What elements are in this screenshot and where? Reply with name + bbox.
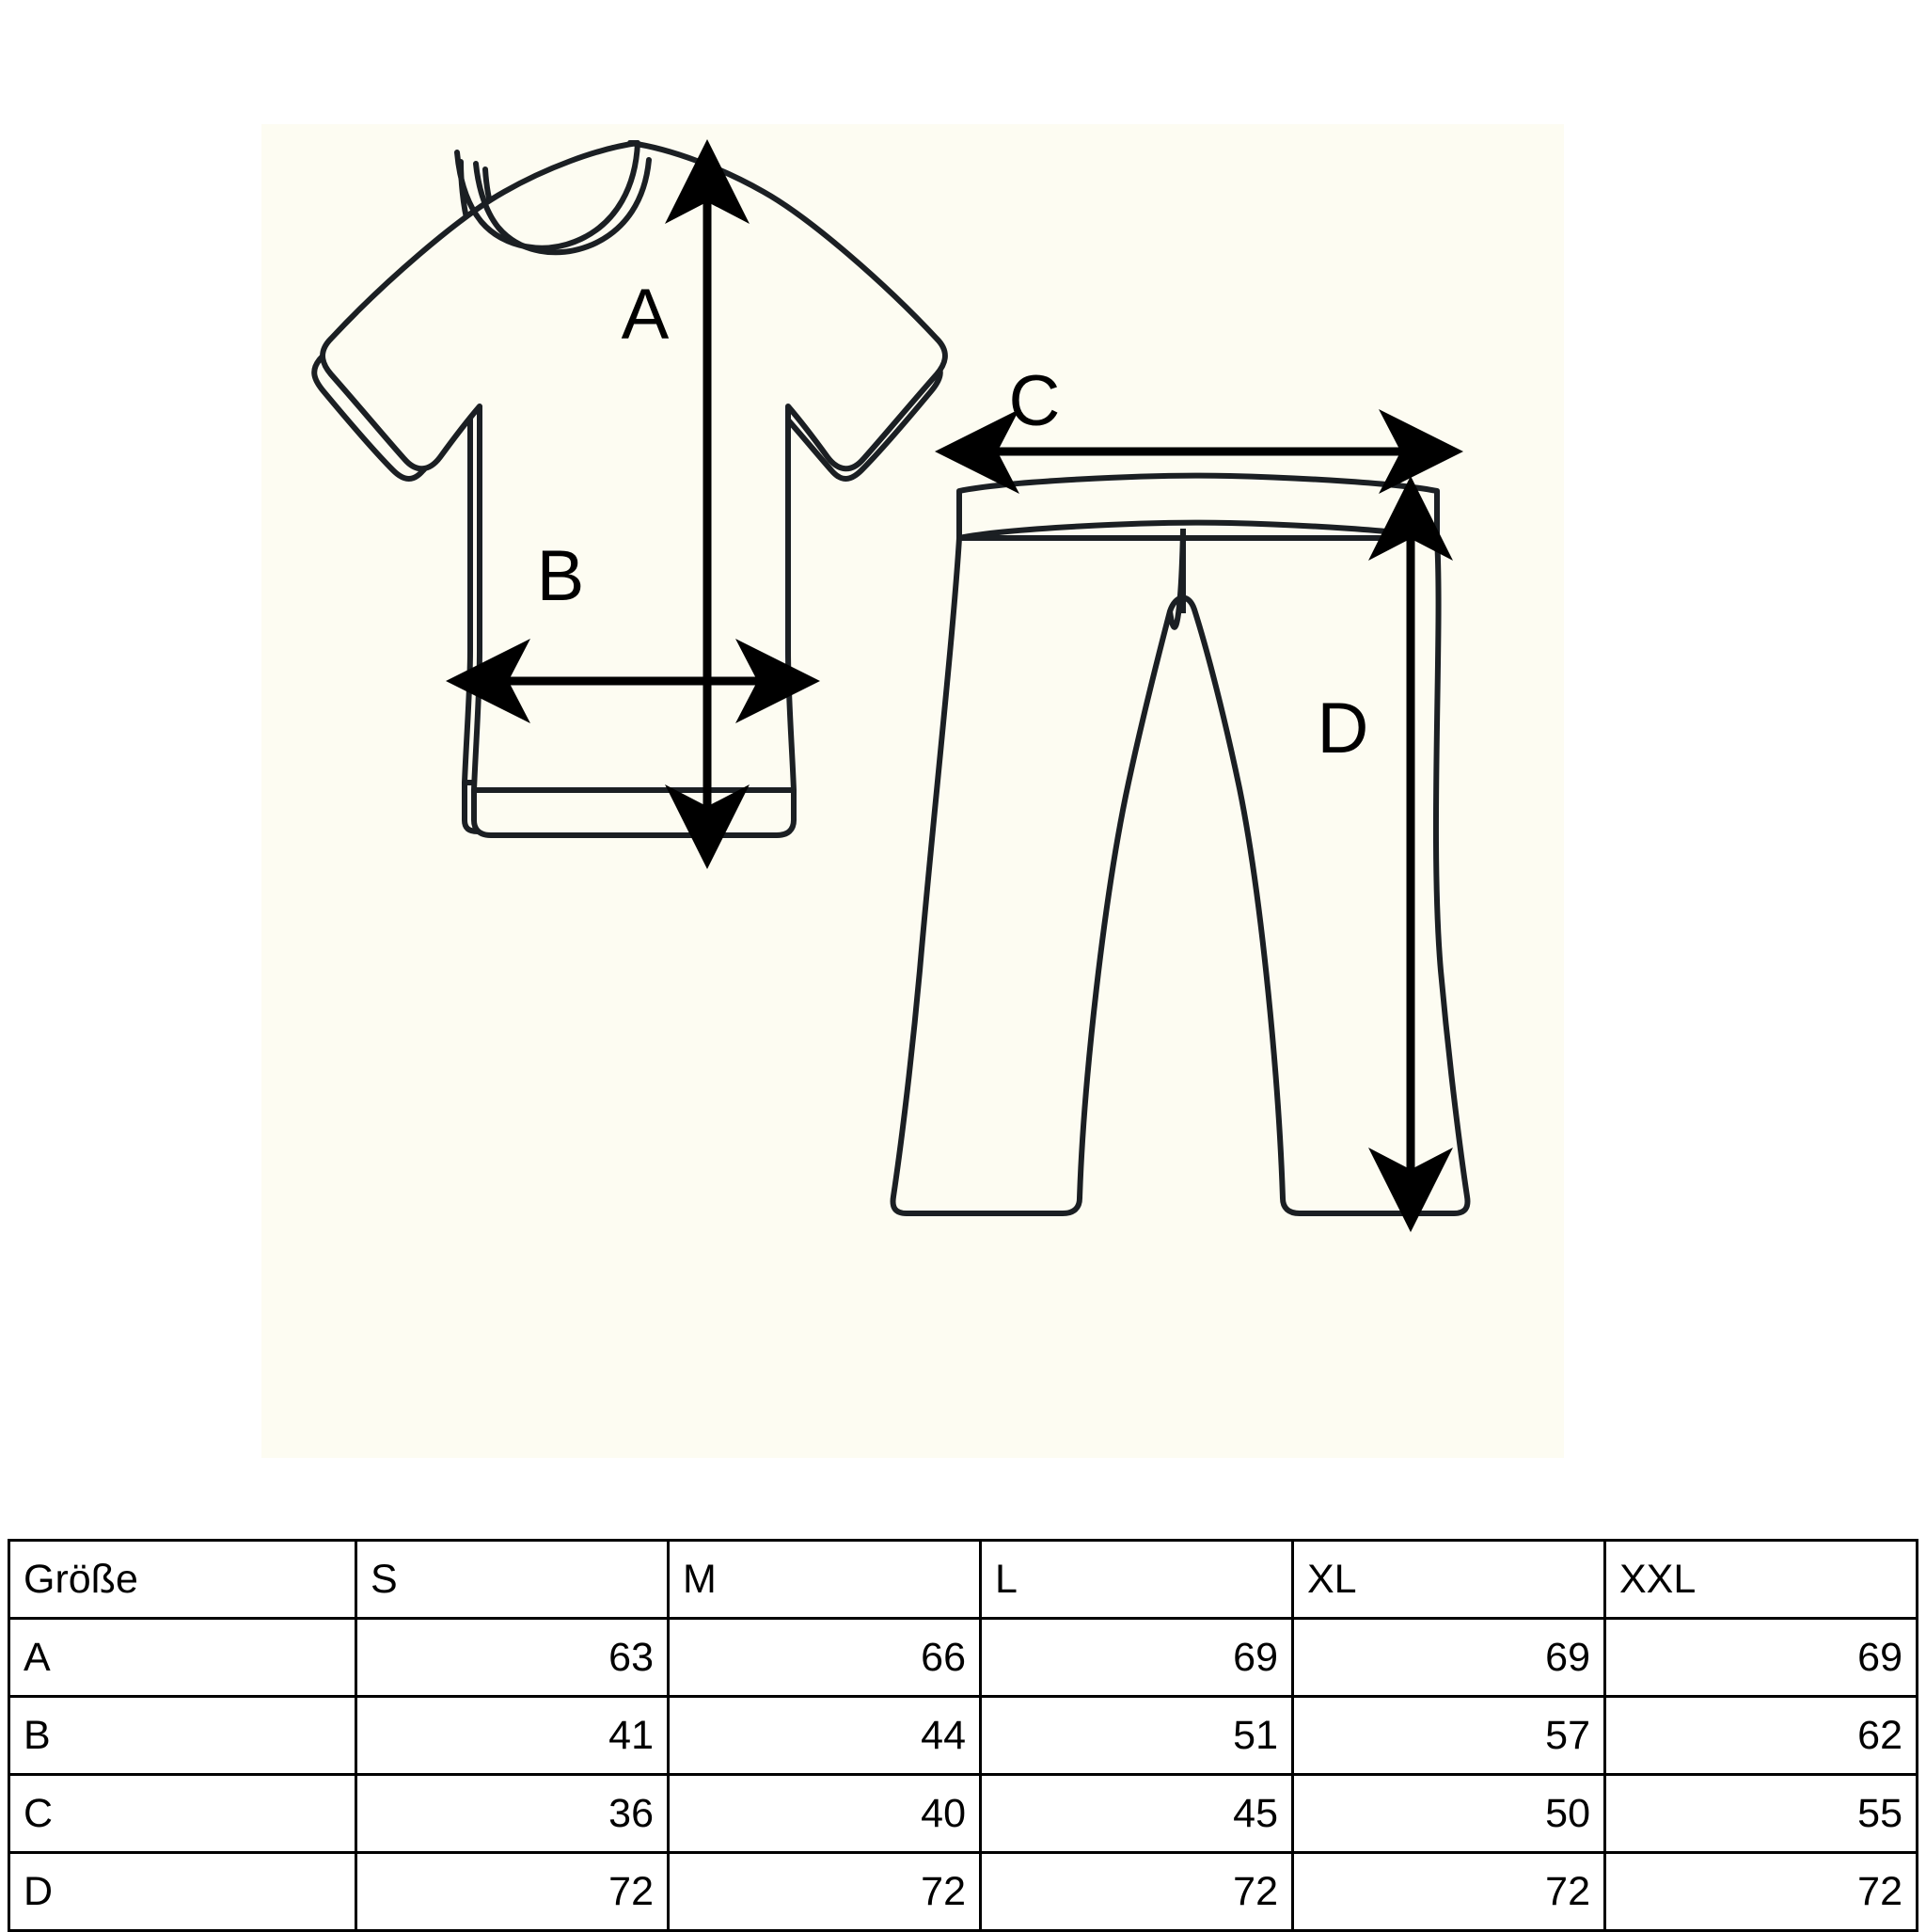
cell-a-xxl: 69 — [1605, 1619, 1918, 1697]
dimension-label-d: D — [1317, 689, 1369, 768]
table-header-row — [9, 1541, 1918, 1619]
garment-illustration-panel — [261, 124, 1564, 1458]
cell-d-m: 72 — [669, 1853, 981, 1931]
cell-b-xl: 57 — [1293, 1697, 1605, 1775]
row-label-a: A — [9, 1619, 356, 1697]
cell-b-l: 51 — [981, 1697, 1293, 1775]
size-table — [8, 1539, 1918, 1932]
cell-c-xxl: 55 — [1605, 1775, 1918, 1853]
header-cell-l: L — [981, 1541, 1293, 1619]
cell-c-s: 36 — [356, 1775, 669, 1853]
table-row — [9, 1853, 1918, 1931]
header-cell-xxl: XXL — [1605, 1541, 1918, 1619]
cell-d-l: 72 — [981, 1853, 1293, 1931]
header-cell-size: Größe — [9, 1541, 356, 1619]
cell-c-m: 40 — [669, 1775, 981, 1853]
cell-a-s: 63 — [356, 1619, 669, 1697]
cell-d-xl: 72 — [1293, 1853, 1605, 1931]
cell-a-m: 66 — [669, 1619, 981, 1697]
cell-d-s: 72 — [356, 1853, 669, 1931]
dimension-label-a: A — [621, 275, 670, 355]
dimension-label-c: C — [1008, 361, 1061, 441]
garment-diagram-svg — [261, 124, 1564, 1458]
row-label-b: B — [9, 1697, 356, 1775]
cell-b-s: 41 — [356, 1697, 669, 1775]
cell-a-l: 69 — [981, 1619, 1293, 1697]
header-cell-s: S — [356, 1541, 669, 1619]
header-cell-xl: XL — [1293, 1541, 1605, 1619]
size-table-container — [8, 1539, 1918, 1932]
cell-d-xxl: 72 — [1605, 1853, 1918, 1931]
header-cell-m: M — [669, 1541, 981, 1619]
dimension-label-b: B — [536, 536, 585, 616]
cell-b-m: 44 — [669, 1697, 981, 1775]
table-row — [9, 1619, 1918, 1697]
cell-a-xl: 69 — [1293, 1619, 1605, 1697]
cell-b-xxl: 62 — [1605, 1697, 1918, 1775]
cell-c-xl: 50 — [1293, 1775, 1605, 1853]
cell-c-l: 45 — [981, 1775, 1293, 1853]
row-label-d: D — [9, 1853, 356, 1931]
row-label-c: C — [9, 1775, 356, 1853]
table-row — [9, 1775, 1918, 1853]
table-row — [9, 1697, 1918, 1775]
tshirt-shape — [323, 143, 945, 835]
